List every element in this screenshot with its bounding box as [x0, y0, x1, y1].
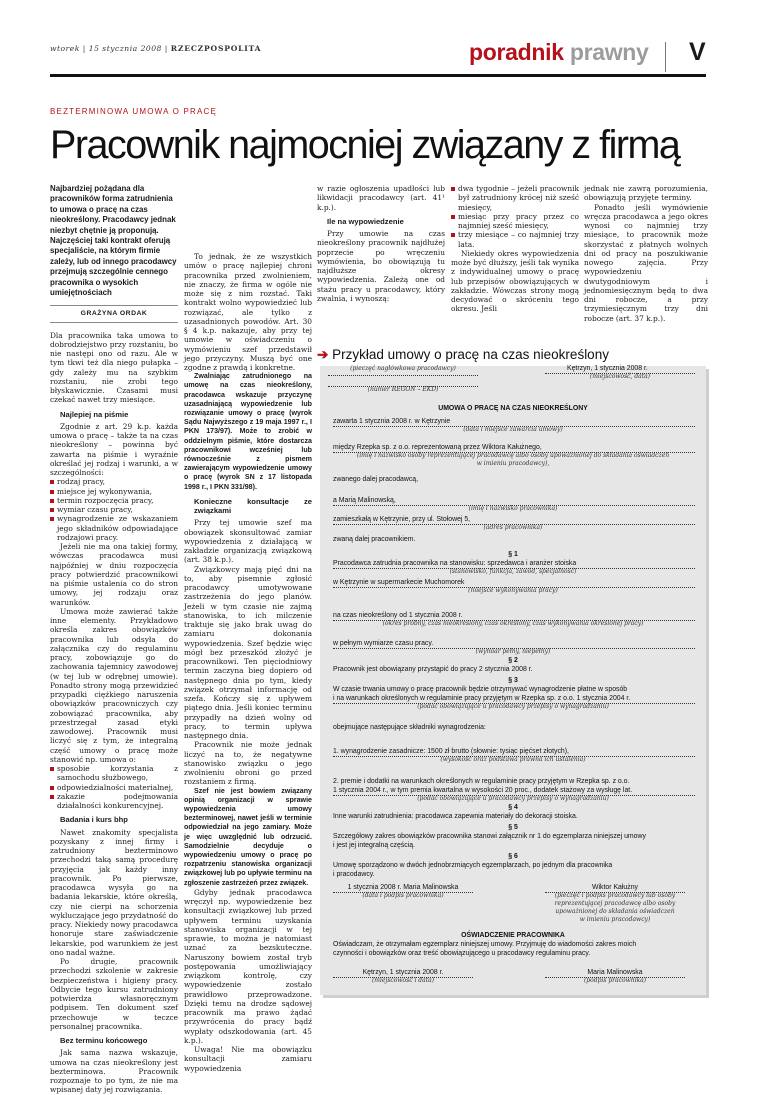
working-time: w pełnym wymiarze czasu pracy.	[333, 640, 434, 647]
place-date: Kętrzyn, 1 stycznia 2008 r.	[567, 365, 648, 372]
base-salary-label: (wysokość oraz podstawa prawna ich ustalenia)	[440, 756, 586, 763]
highlight-paragraph: Zwalniając zatrudnionego na umowę na czas nieokreślony, pracodawca wskazuje przyczynę uzasadniającą wypowiedzenie lub rozwiązanie umowy o pracę (wyrok Sądu Najwyższego z 19 maja 1997 r., I PKN 173/97). Może to zrobić w oddzielnym piśmie, które dostarcza pracownikowi wcześniej lub równocześnie z pismem zawierającym wypowiedzenie umowy o pracę (wyrok SN z 17 listopada 1998 r., I PKN 331/98).	[184, 372, 312, 491]
duties-line-1: Szczegółowy zakres obowiązków pracownika stanowi załącznik nr 1 do egzemplarza niniejszej umowy	[333, 833, 646, 840]
list-item: trzy miesiące – co najmniej trzy lata.	[451, 230, 579, 249]
workplace: w Kętrzynie w supermarkecie Muchomorek	[333, 579, 465, 586]
pay-line-1: W czasie trwania umowy o pracę pracownik będzie otrzymywać wynagrodzenie płatne w sposób	[333, 686, 628, 693]
final-place-date: Kętrzyn, 1 stycznia 2008 r.	[362, 969, 444, 976]
final-employee-signature: Maria Malinowska	[587, 969, 643, 976]
declaration-line-1: Oświadczam, że otrzymałam egzemplarz niniejszej umowy. Przyjmuję do wiadomości zakres moich	[333, 941, 637, 948]
subheading: Bez terminu końcowego	[60, 1036, 148, 1046]
list-item: odpowiedzialności materialnej,	[50, 783, 178, 792]
contract-paper	[320, 366, 706, 995]
paragraph: Przy tej umowie szef ma obowiązek skonsultować zamiar wypowiedzenia z działającą w zakładzie organizacją związkową (art. 38 k.p.).	[184, 518, 312, 565]
contract-period-label: (okres próbny, czas nieokreślony, czas określony, czas wykonywania określonej pracy)	[382, 620, 644, 627]
working-time-label: (wymiar pełny, niepełny)	[475, 648, 551, 655]
article-column-4	[451, 184, 579, 330]
subheading: Ile na wypowiedzenie	[327, 216, 404, 226]
list-item: rodzaj pracy,	[50, 477, 178, 486]
employer-signature-label-2: reprezentującej pracodawcę albo osoby	[554, 900, 676, 907]
bonus-line-2: 1 stycznia 2004 r., w tym premia kwartalna w wysokości 20 proc., dodatek stażowy za wysługę lat.	[333, 787, 633, 794]
bonus-line-1: 2. premie i dodatki na warunkach określonych w regulaminie pracy przyjętym w Rzepka sp. z o.o.	[333, 778, 630, 785]
concluded-text: zawarta 1 stycznia 2008 r. w Kętrzynie	[333, 418, 451, 425]
other-conditions: Inne warunki zatrudnienia: pracodawca zapewnia materiały do dekoracji stoiska.	[333, 813, 578, 820]
contract-form	[320, 366, 706, 995]
list-item: termin rozpoczęcia pracy,	[50, 496, 178, 505]
parties-label-2: w imieniu pracodawcy),	[476, 460, 550, 467]
article-column-1	[50, 184, 178, 1095]
example-title: ➔ Przykład umowy o pracę na czas nieokreślony	[317, 347, 609, 362]
paragraph: Związkowcy mają pięć dni na to, aby pisemnie zgłosić pracodawcy umotywowane zastrzeżenia do jego planów. Jeżeli w tym czasie nie zajmą stanowiska, to ich milczenie traktuje się jako brak uwag do zamiaru dokonania wypowiedzenia. Szef będzie więc mógł bez przeszkód złożyć je pracownikowi. Ten pięciodniowy termin zaczyna bieg dopiero od następnego dnia po tym, kiedy związek otrzymał informację od szefa. Kończy się z upływem piątego dnia. Jeśli koniec terminu przypadły na dzień wolny od pracy, to termin upływa następnego dnia.	[184, 564, 312, 741]
article-column-2	[184, 252, 312, 1073]
list-item: dwa tygodnie – jeżeli pracownik był zatrudniony krócej niż sześć miesięcy,	[451, 184, 579, 212]
pay-components: obejmujące następujące składniki wynagrodzenia:	[333, 724, 486, 731]
paragraph-5-mark: § 5	[508, 824, 518, 831]
final-employee-signature-label: (podpis pracownika)	[583, 977, 647, 984]
paragraph-1-mark: § 1	[508, 551, 518, 558]
paragraph: Umowa może zawierać także inne elementy. Przykładowo określa zakres obowiązków pracownika lub odsyła do załącznika czy do regulaminu pracy, zobowiązuje go do zachowania tajemnicy zawodowej (w tej lub w odrębnej umowie). Ponadto strony mogą przewidzieć przypadki ciężkiego naruszenia obowiązków pracowniczych czy zobowiązać pracownika, aby przestrzegał zasad etyki zawodowej. Pracownik musi liczyć się z tym, że integralną część umowy o pracę może stanowić np. umowa o:	[50, 606, 178, 764]
job-title-label: (stanowisko, funkcja, zawód, specjalność)	[449, 568, 577, 575]
list-item: sposobie korzystania z samochodu służbowego,	[50, 764, 178, 783]
employer-signature-label-1: (pieczęć i podpis pracodawcy lub osoby	[554, 892, 676, 899]
employer-signature: Wiktor Kałużny	[592, 884, 638, 891]
paragraph: w razie ogłoszenia upadłości lub likwidacji pracodawcy (art. 41¹ k.p.).	[317, 184, 445, 212]
header-rule	[50, 74, 706, 77]
list-item: wynagrodzenie ze wskazaniem jego składników odpowiadające rodzajowi pracy.	[50, 514, 178, 542]
bonus-label: (podać obowiązujące u pracodawcy przepisy o wynagradzaniu)	[417, 795, 609, 802]
paragraph: Nawet znakomity specjalista pozyskany z innej firmy i zatrudniony bezterminowo przechodzi taką samą procedurę przyjęcia jak każdy inny pracownik. Po pierwsze, pracodawca wysyła go na badania lekarskie, które określą, czy nie cierpi na schorzenia wykluczające jego przydatność do pracy. Niekiedy nowy pracodawca honoruje stare zaświadczenie lekarskie, pod warunkiem że jest ono nadal ważne.	[50, 827, 178, 957]
paragraph: Uwaga! Nie ma obowiązku konsultacji zamiaru wypowiedzenia	[184, 1045, 312, 1073]
employee-address: zamieszkałą w Kętrzynie, przy ul. Stołowej 5,	[333, 516, 471, 523]
paragraph: Zgodnie z art. 29 k.p. każda umowa o pracę – także ta na czas nieokreślony – powinna być zawarta na piśmie i wyraźnie określać jej rodzaj i warunki, a w szczególności:	[50, 421, 178, 478]
subheading: Konieczne konsultacje ze związkami	[194, 496, 312, 516]
pay-label: (podać obowiązujące u pracodawcy przepisy o wynagradzaniu)	[417, 703, 609, 710]
publication-logo: RZECZPOSPOLITA	[170, 44, 262, 53]
base-salary: 1. wynagrodzenie zasadnicze: 1500 zł brutto (słownie: tysiąc pięćset złotych),	[333, 748, 569, 755]
contract-period: na czas nieokreślony od 1 stycznia 2008 r.	[333, 612, 463, 619]
paragraph: Ponadto jeśli wymówienie wręcza pracodawca a jego okres wynosi co najmniej trzy miesiące, to pracownik może skorzystać z płatnych wolnych dni od pracy na poszukiwanie nowego zajęcia. Przy wypowiedzeniu dwutygodniowym i jednomiesięcznym będą to dwa dni robocze, a przy trzymiesięcznym trzy dni robocze (art. 37 k.p.).	[584, 202, 708, 323]
paragraph-6-mark: § 6	[508, 853, 518, 860]
paragraph: Po drugie, pracownik przechodzi szkolenie w zakresie bezpieczeństwa i higieny pracy. Odbycie tego kursu zatrudniony potwierdza własnoręcznym podpisem. Ten dokument szef przechowuje w teczce personalnej pracownika.	[50, 957, 178, 1031]
concluded-label: (data i miejsce zawarcia umowy)	[463, 426, 563, 433]
paragraph: To jednak, że ze wszystkich umów o pracę najlepiej chroni pracownika przed zwolnieniem, nie znaczy, że firma w ogóle nie może się z nim rozstać. Taki kontrakt wolno wypowiedzieć lub rozwiązać, ale tylko z uzasadnionych powodów. Art. 30 § 4 k.p. nakazuje, aby przy tej umowie w oświadczeniu o wymówieniu szef przedstawił jego przyczyny. Muszą być one zgodne z prawdą i konkretne.	[184, 252, 312, 372]
header-divider	[665, 42, 666, 72]
paragraph: Przy umowie na czas nieokreślony pracownik najdłużej poprzecie po wręczeniu wymówienia, bo obowiązują tu najdłuższe okresy wypowiedzenia. Zależą one od stażu pracy u pracodawcy, który zwalnia, i wynoszą:	[317, 229, 445, 303]
article-column-5	[584, 184, 708, 330]
author-byline: GRAŻYNA ORDAK	[50, 305, 178, 322]
list-item: miejsce jej wykonywania,	[50, 487, 178, 496]
parties-text: między Rzepka sp. z o.o. reprezentowaną przez Wiktora Kałużnego,	[333, 444, 542, 451]
paragraph: jednak nie zawrą porozumienia, obowiązują przyjęte terminy.	[584, 184, 708, 203]
final-place-date-label: (miejscowość i data)	[371, 977, 435, 984]
copies-line-2: i pracodawcy.	[333, 871, 375, 878]
list-item: wymiar czasu pracy,	[50, 505, 178, 514]
section-title: poradnik prawny	[469, 39, 649, 65]
job-title: Pracodawca zatrudnia pracownika na stanowisku: sprzedawca i aranżer stoiska	[333, 560, 577, 567]
employee-address-label: (adres pracownika)	[483, 524, 543, 531]
employer-signature-label-4: w imieniu pracodawcy)	[579, 916, 651, 923]
stamp-label: (pieczęć nagłówkowa pracodawcy)	[350, 365, 456, 372]
paragraph-4-mark: § 4	[508, 804, 518, 811]
contract-heading: UMOWA O PRACĘ NA CZAS NIEOKREŚLONY	[438, 405, 588, 412]
employer-signature-label-3: upoważnionej do składania oświadczeń	[555, 908, 675, 915]
page-number: V	[689, 38, 706, 66]
paragraph: Niekiedy okres wypowiedzenia może być dłuższy, jeśli tak wynika z indywidualnej umowy o pracę lub przepisów obowiązujących w zakładzie. Wówczas strony mogą decydować o skróceniu tego okresu. Jeśli	[451, 248, 579, 314]
copies-line-1: Umowę sporządzono w dwóch jednobrzmiących egzemplarzach, po jednym dla pracownika	[333, 862, 613, 869]
employee-signature: 1 stycznia 2008 r. Maria Malinowska	[347, 884, 459, 891]
employee-signature-label: (data i podpis pracownika)	[362, 892, 444, 899]
highlight-paragraph: Szef nie jest bowiem związany opinią organizacji w sprawie wypowiedzenia umowy bezterminowej, nawet jeśli w terminie odpowiedział na jego zamiary. Może je więc uwzględnić lub odrzucić. Samodzielnie decyduje o wypowiedzeniu umowy o pracę po rozpatrzeniu stanowiska organizacji związkowej lub po upływie terminu na zgłoszenie zastrzeżeń przez związek.	[184, 786, 312, 887]
arrow-icon: ➔	[317, 347, 329, 362]
start-date: Pracownik jest obowiązany przystąpić do pracy 2 stycznia 2008 r.	[333, 666, 533, 673]
masthead-date: wtorek | 15 stycznia 2008 | RZECZPOSPOLITA	[50, 44, 262, 53]
pay-line-2: i na warunkach określonych w regulaminie pracy przyjętym w Rzepka sp. z o.o. 1 stycznia 2004 r.	[333, 695, 631, 702]
declaration-heading: OŚWIADCZENIE PRACOWNIKA	[461, 932, 565, 939]
parties-label-1: (imię i nazwisko osoby reprezentującej pracodawcę albo osoby upoważnionej do składania oświadczeń	[356, 452, 670, 459]
paragraph: Gdyby jednak pracodawca wręczył np. wypowiedzenie bez konsultacji związkowej lub przed upływem terminu uzyskania stanowiska organizacji w tej sprawie, to można je natomiast uznać za bezskuteczne. Naruszony bowiem został tryb postępowania umożliwiający związkom kontrolę, czy wypowiedzenie zostało prawidłowo przeprowadzone. Dzięki temu na drodze sądowej pracownik ma prawo żądać przywrócenia do pracy bądź wypłaty odszkodowania (art. 45 k.p.).	[184, 887, 312, 1045]
workplace-label: (miejsce wykonywania pracy)	[468, 587, 558, 594]
paragraph-2-mark: § 2	[508, 657, 518, 664]
employee-name-label: (imię i nazwisko pracownika)	[468, 505, 558, 512]
article-column-3	[317, 184, 445, 330]
duties-line-2: i jest jej integralną częścią.	[333, 842, 415, 849]
list-item: zakazie podejmowania działalności konkurencyjnej.	[50, 792, 178, 811]
article-headline: Pracownik najmocniej związany z firmą	[50, 123, 680, 167]
paragraph: Jak sama nazwa wskazuje, umowa na czas nieokreślony jest bezterminowa. Pracownik rozpoznaje to po tym, że nie ma wpisanej daty jej rozwiązania.	[50, 1048, 178, 1095]
subheading: Badania i kurs bhp	[60, 815, 128, 825]
employee-called: zwaną dalej pracownikiem.	[333, 536, 416, 543]
declaration-line-2: czynności i obowiązków oraz treść obowiązującego u pracodawcy regulaminu pracy.	[333, 950, 591, 957]
paragraph-3-mark: § 3	[508, 677, 518, 684]
regon-label: (numer REGON – EKD)	[367, 386, 439, 393]
paragraph: Dla pracownika taka umowa to dobrodziejstwo przy rozstaniu, bo nie następi ono od razu. Ale w tym tkwi też dla niego pułapka – gdy zależy mu na szybkim rozstaniu, nie zrobi tego błyskawicznie. Czasami musi czekać nawet trzy miesiące.	[50, 330, 178, 405]
paragraph: Jeżeli nie ma ona takiej formy, wówczas pracodawca musi najpóźniej w dniu rozpoczęcia pracy potwierdzić pracownikowi na piśmie ustalenia co do stron umowy, jej rodzaju oraz warunków.	[50, 542, 178, 607]
employee-name: a Marią Malinowską,	[333, 497, 396, 504]
paragraph: Pracownik nie może jednak liczyć na to, że negatywne stanowisko związku o jego zwolnieniu obroni go przed rozstaniem z firmą.	[184, 740, 312, 787]
place-date-label: (miejscowość, data)	[589, 373, 651, 380]
list-item: miesiąc przy pracy przez co najmniej sześć miesięcy,	[451, 212, 579, 231]
article-lead: Najbardziej pożądana dla pracowników forma zatrudnienia to umowa o pracę na czas nieokreślony. Pracodawcy jednak niezbyt chętnie ją proponują. Najczęściej taki kontrakt oferują specjaliście, na którym firmie zależy, lub od innego pracodawcy przejmują szczególnie cennego pracownika o wysokich umiejętnościach	[50, 184, 177, 298]
subheading: Najlepiej na piśmie	[60, 409, 129, 419]
employer-called: zwanego dalej pracodawcą,	[333, 476, 419, 483]
article-kicker: BEZTERMINOWA UMOWA O PRACĘ	[50, 107, 218, 116]
